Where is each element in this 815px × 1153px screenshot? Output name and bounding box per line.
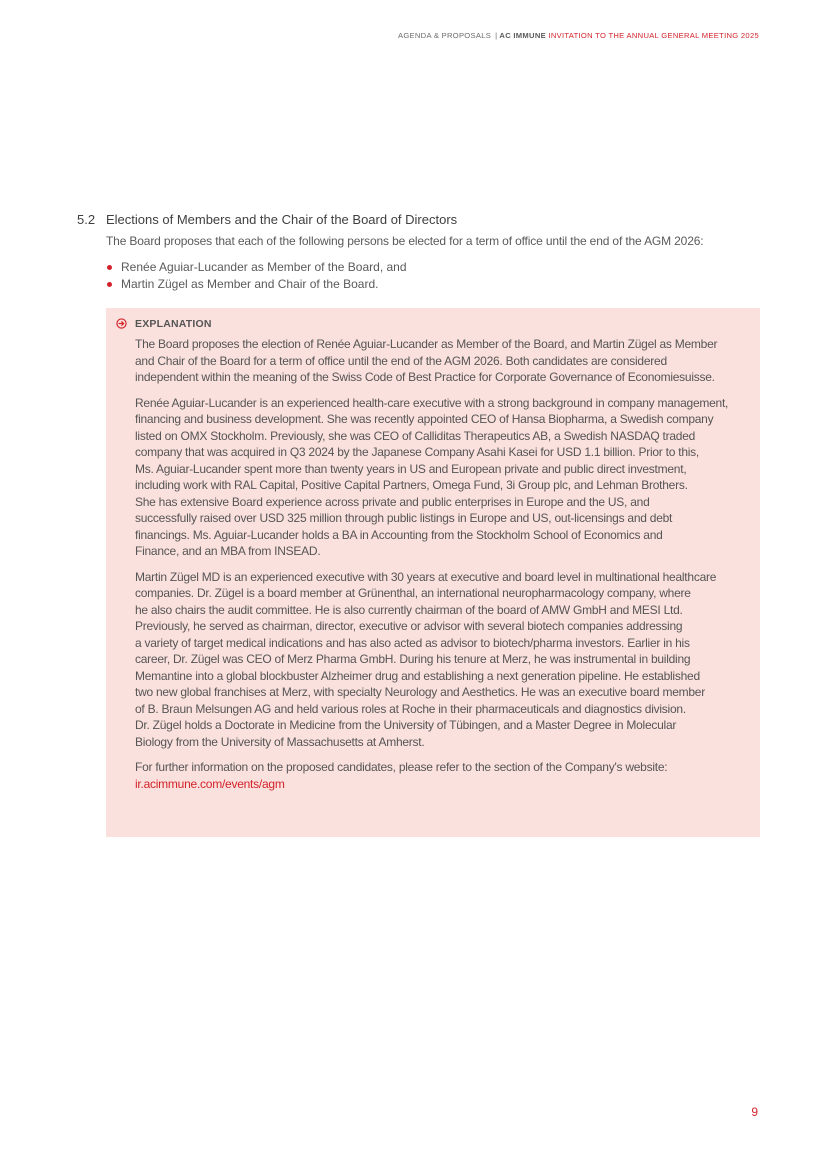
section-heading [77,211,767,228]
election-section [77,211,767,293]
explanation-paragraph: Renée Aguiar-Lucander is an experienced health-care executive with a strong background in company management, financing and business development. She was recently appointed CEO of Hansa Biopharma, a Swedish company listed on OMX Stockholm. Previously, she was CEO of Calliditas Therapeutics AB, a Swedish NASDAQ traded company that was acquired in Q3 2024 by the Japanese Company Asahi Kasei for USD 1.1 billion. Prior to this, Ms. Aguiar-Lucander spent more than twenty years in US and European private and public direct investment, including work with RAL Capital, Positive Capital Partners, Omega Fund, 3i Group plc, and Lehman Brothers. She has extensive Board experience across private and public enterprises in Europe and the US, and successfully raised over USD 325 million through public listings in Europe and US, out-licensings and debt financings. Ms. Aguiar-Lucander holds a BA in Accounting from the Stockholm School of Economics and Finance, and an MBA from INSEAD. [135,395,729,558]
section-title: Elections of Members and the Chair of the Board of Directors [106,212,458,227]
explanation-body [135,336,742,792]
list-item: Martin Zügel as Member and Chair of the Board. [106,276,767,293]
explanation-box [106,308,760,837]
header-brand: AC IMMUNE [499,31,546,40]
explanation-paragraph: The Board proposes the election of Renée Aguiar-Lucander as Member of the Board, and Martin Zügel as Member and Chair of the Board for a term of office until the end of the AGM 2026. Both candidates are considered independent within the meaning of the Swiss Code of Best Practice for Corporate Governance of Economiesuisse. [135,337,718,384]
page-number: 9 [751,1105,758,1119]
section-number: 5.2 [77,212,96,227]
header-separator: | [495,31,498,40]
header-title: INVITATION TO THE ANNUAL GENERAL MEETING 2025 [548,31,759,40]
section-intro: The Board proposes that each of the following persons be elected for a term of office until the end of the AGM 2026: [106,234,704,248]
explanation-paragraph: For further information on the proposed candidates, please refer to the section of the Company's website: ir.acimmune.com/events/agm [135,759,742,792]
explanation-label: EXPLANATION [135,318,212,330]
explanation-paragraph: Martin Zügel MD is an experienced executive with 30 years at executive and board level in multinational healthcare companies. Dr. Zügel is a board member at Grünenthal, an international neuropharmacology company, where he also chairs the audit committee. He is also currently chairman of the board of AMW GmbH and MESI Ltd. Previously, he served as chairman, director, executive or advisor with several biotech companies addressing a variety of target medical indications and has also acted as advisor to biotech/pharma investors. Earlier in his career, Dr. Zügel was CEO of Merz Pharma GmbH. During his tenure at Merz, he was instrumental in building Memantine into a global blockbuster Alzheimer drug and establishing a next generation pipeline. He established two new global franchises at Merz, with specialty Neurology and Aesthetics. He was an executive board member of B. Braun Melsungen AG and held various roles at Roche in their pharmaceuticals and diagnostics division. Dr. Zügel holds a Doctorate in Medicine from the University of Tübingen, and a Master Degree in Molecular Biology from the University of Massachusetts at Amherst. [135,569,717,749]
header-section: AGENDA & PROPOSALS [397,31,492,40]
agm-website-link[interactable]: ir.acimmune.com/events/agm [135,776,285,791]
candidate-list [106,259,767,293]
page-header [398,31,759,40]
list-item: Renée Aguiar-Lucander as Member of the Board, and [106,259,767,276]
explanation-heading [135,318,742,332]
arrow-circle-icon [116,318,127,329]
